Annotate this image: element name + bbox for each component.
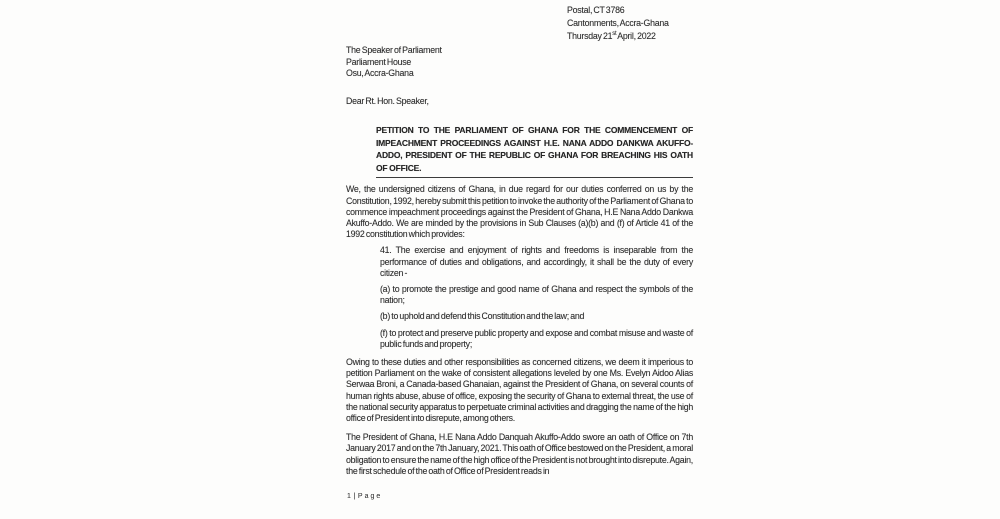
clause-41: 41. The exercise and enjoyment of rights and freedoms is inseparable from the performance of duties and obligations, and accordingly, it shall be the duty of every citizen -	[380, 245, 693, 278]
clause-f: (f) to protect and preserve public property and expose and combat misuse and waste of public funds and property;	[380, 327, 693, 349]
paragraph-intro: We, the undersigned citizens of Ghana, in due regard for our duties conferred on us by the Constitution, 1992, hereby submit this petition to invoke the authority of the Parliament of Ghana to commence impeachment proceedings against the President of Ghana, H.E Nana Addo Dankwa Akuffo-Addo. We are minded by the provisions in Sub Clauses (a)(b) and (f) of Article 41 of the 1992 constitution which provides:	[346, 184, 693, 240]
letter-body	[346, 124, 693, 477]
footer-separator: |	[353, 493, 356, 500]
paragraph-allegations: Owing to these duties and other responsibilities as concerned citizens, we deem it imperious to petition Parliament on the wake of consistent allegations leveled by one Ms. Evelyn Aidoo Alias Serwaa Broni, a Canada-based Ghanaian, against the President of Ghana, on several counts of human rights abuse, abuse of office, exposing the security of Ghana to external threat, the use of the national security apparatus to perpetuate criminal activities and dragging the name of the high office of President into disrepute, among others.	[346, 357, 693, 424]
salutation-text: Dear Rt. Hon. Speaker,	[346, 96, 429, 106]
date-day: Thursday 21	[567, 31, 613, 41]
recipient-line: Osu, Accra-Ghana	[346, 68, 414, 78]
recipient-address-block	[346, 45, 442, 80]
sender-address-block	[567, 4, 669, 43]
clause-a: (a) to promote the prestige and good name of Ghana and respect the symbols of the nation;	[380, 284, 693, 306]
recipient-line: Parliament House	[346, 56, 412, 67]
letter-date	[567, 30, 669, 43]
page-footer	[347, 493, 382, 500]
sender-postal-line: Postal, CT 3786	[567, 5, 625, 15]
paragraph-oath: The President of Ghana, H.E Nana Addo Danquah Akuffo-Addo swore an oath of Office on 7th January 2017 and on the 7th January, 2021. This oath of Office bestowed on the President, a moral obligation to ensure the name of the high office of the President is not brought into disrepute. Again, the first schedule of the oath of Office of President reads in	[346, 432, 693, 476]
recipient-line: The Speaker of Parliament	[346, 45, 442, 55]
page-label: Page	[357, 493, 383, 500]
clause-b: (b) to uphold and defend this Constitution and the law; and	[380, 311, 585, 322]
sender-city-line: Cantonments, Accra-Ghana	[567, 18, 669, 28]
page-number: 1	[347, 493, 352, 500]
date-month-year: April, 2022	[616, 31, 656, 41]
date-ordinal: st	[612, 31, 617, 38]
subject-heading: PETITION TO THE PARLIAMENT OF GHANA FOR THE COMMENCEMENT OF IMPEACHMENT PROCEEDINGS AGAINST H.E. NANA ADDO DANKWA AKUFFO-ADDO, PRESIDENT OF THE REPUBLIC OF GHANA FOR BREACHING HIS OATH OF OFFICE.	[376, 124, 693, 178]
